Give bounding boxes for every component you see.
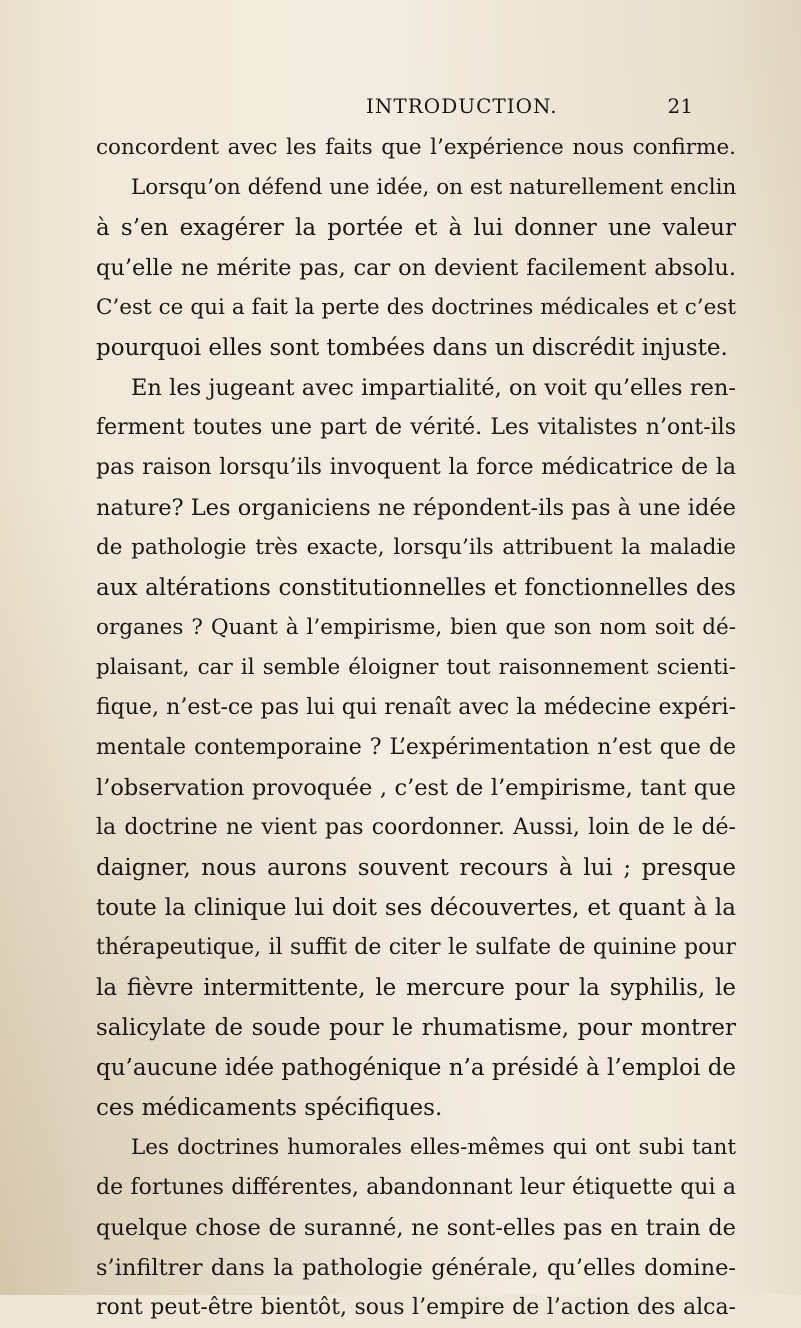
- running-title: INTRODUCTION.: [366, 94, 558, 118]
- page-number: 21: [667, 94, 693, 118]
- text-line: quelque chose de suranné, ne sont-elles pas en train de: [96, 1215, 736, 1241]
- text-line: nature? Les organiciens ne répondent-ils pas à une idée: [96, 495, 736, 521]
- text-line: pourquoi elles sont tombées dans un discrédit injuste.: [96, 335, 728, 361]
- text-line: ferment toutes une part de vérité. Les vitalistes n’ont-ils: [96, 415, 736, 440]
- text-line: qu’aucune idée pathogénique n’a présidé à l’emploi de: [96, 1055, 737, 1081]
- text-line: l’observation provoquée , c’est de l’empirisme, tant que: [96, 775, 736, 801]
- text-line: Les doctrines humorales elles-mêmes qui ont subi tant: [131, 1135, 736, 1160]
- text-line: s’infiltrer dans la pathologie générale, qu’elles domine-: [96, 1255, 736, 1281]
- text-line: la doctrine ne vient pas coordonner. Aussi, loin de le dé-: [96, 815, 736, 840]
- text-line: Lorsqu’on défend une idée, on est naturellement enclin: [131, 175, 737, 200]
- text-line: la fièvre intermittente, le mercure pour la syphilis, le: [96, 975, 736, 1001]
- text-line: de fortunes différentes, abandonnant leur étiquette qui a: [96, 1175, 736, 1200]
- text-line: thérapeutique, il suffit de citer le sulfate de quinine pour: [96, 935, 736, 960]
- text-line: fique, n’est-ce pas lui qui renaît avec la médecine expéri-: [96, 695, 736, 720]
- text-line: à s’en exagérer la portée et à lui donner une valeur: [96, 215, 736, 241]
- text-line: organes ? Quant à l’empirisme, bien que son nom soit dé-: [96, 615, 736, 640]
- text-line: mentale contemporaine ? L’expérimentation n’est que de: [96, 735, 736, 760]
- text-line: ces médicaments spécifiques.: [96, 1095, 443, 1121]
- text-line: C’est ce qui a fait la perte des doctrines médicales et c’est: [96, 295, 736, 320]
- text-line: de pathologie très exacte, lorsqu’ils attribuent la maladie: [96, 535, 736, 560]
- text-line: ront peut-être bientôt, sous l’empire de l’action des alca-: [96, 1295, 736, 1320]
- text-line: toute la clinique lui doit ses découvertes, et quant à la: [96, 895, 736, 921]
- text-line: salicylate de soude pour le rhumatisme, pour montrer: [96, 1015, 736, 1041]
- text-line: daigner, nous aurons souvent recours à lui ; presque: [96, 855, 736, 881]
- body-text: [96, 128, 736, 1328]
- running-header: [96, 94, 696, 120]
- text-line: qu’elle ne mérite pas, car on devient facilement absolu.: [96, 255, 736, 281]
- text-line: concordent avec les faits que l’expérience nous confirme.: [96, 135, 736, 160]
- text-line: pas raison lorsqu’ils invoquent la force médicatrice de la: [96, 455, 736, 480]
- text-line: plaisant, car il semble éloigner tout raisonnement scienti-: [96, 655, 736, 680]
- text-line: En les jugeant avec impartialité, on voit qu’elles ren-: [131, 375, 736, 401]
- text-line: aux altérations constitutionnelles et fonctionnelles des: [96, 575, 736, 601]
